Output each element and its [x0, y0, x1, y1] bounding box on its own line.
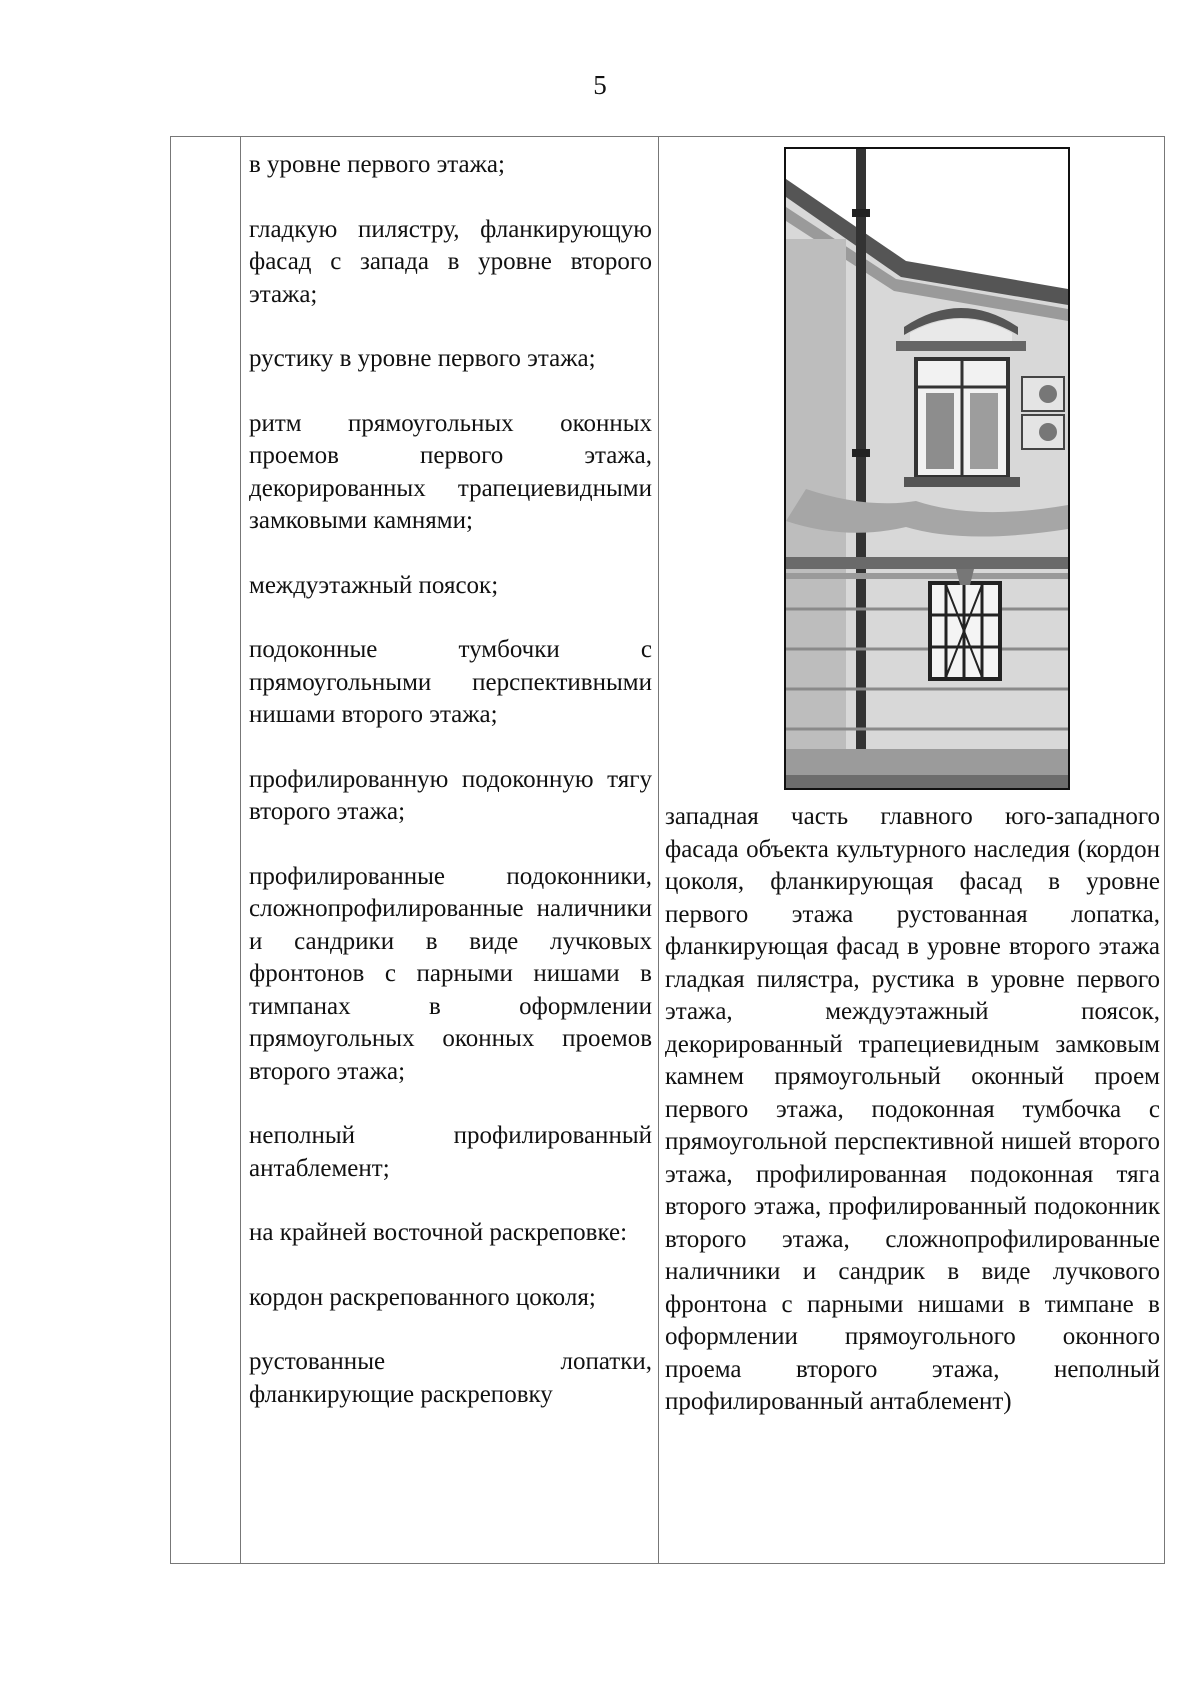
- feature-paragraph: неполный профилированный антаблемент;: [249, 1122, 652, 1182]
- feature-paragraph: подоконные тумбочки с прямоугольными перспективными нишами второго этажа;: [249, 636, 652, 728]
- feature-paragraph: ритм прямоугольных оконных проемов первого этажа, декорированных трапециевидными замковыми камнями;: [249, 409, 652, 534]
- feature-paragraph: гладкую пилястру, фланкирующую фасад с запада в уровне второго этажа;: [249, 215, 652, 308]
- feature-paragraph: кордон раскрепованного цоколя;: [249, 1283, 596, 1311]
- feature-paragraph: рустику в уровне первого этажа;: [249, 345, 596, 372]
- photo-caption: западная часть главного юго-западного фасада объекта культурного наследия (кордон цоколя, фланкирующая фасад в уровне первого этажа рустованная лопатка, фланкирующая фасад в уровне второго этажа гладкая пилястра, рустика в уровне первого этажа, междуэтажный поясок, декорированный трапециевидным замковым камнем прямоугольный оконный проем первого этажа, подоконная тумбочка с прямоугольной перспективной нишей второго этажа, профилированная подоконная тяга второго этажа, профилированный подоконник второго этажа, сложнопрофилированные наличники и сандрик в виде лучкового фронтона с парными нишами в тимпане в оформлении прямоугольного оконного проема второго этажа, неполный профилированный антаблемент): [665, 803, 1160, 1415]
- facade-photo-image: [786, 149, 1068, 788]
- feature-paragraph: профилированные подоконники, сложнопрофилированные наличники и сандрики в виде лучковых фронтонов с парными нишами в тимпанах в оформлении прямоугольных оконных проемов второго этажа;: [249, 862, 652, 1085]
- table-photo-column: [659, 137, 1164, 1563]
- feature-paragraph: междуэтажный поясок;: [249, 571, 499, 599]
- features-table: [170, 136, 1165, 1564]
- feature-paragraph: на крайней восточной раскреповке:: [249, 1219, 628, 1246]
- page-number: 5: [593, 70, 607, 100]
- table-description-column: [241, 137, 659, 1563]
- facade-photo: [784, 147, 1070, 790]
- feature-paragraph: профилированную подоконную тягу второго этажа;: [249, 765, 652, 825]
- feature-paragraph: в уровне первого этажа;: [249, 151, 505, 178]
- table-number-column: [171, 137, 241, 1563]
- feature-paragraph: рустованные лопатки, фланкирующие раскреповку: [249, 1348, 652, 1408]
